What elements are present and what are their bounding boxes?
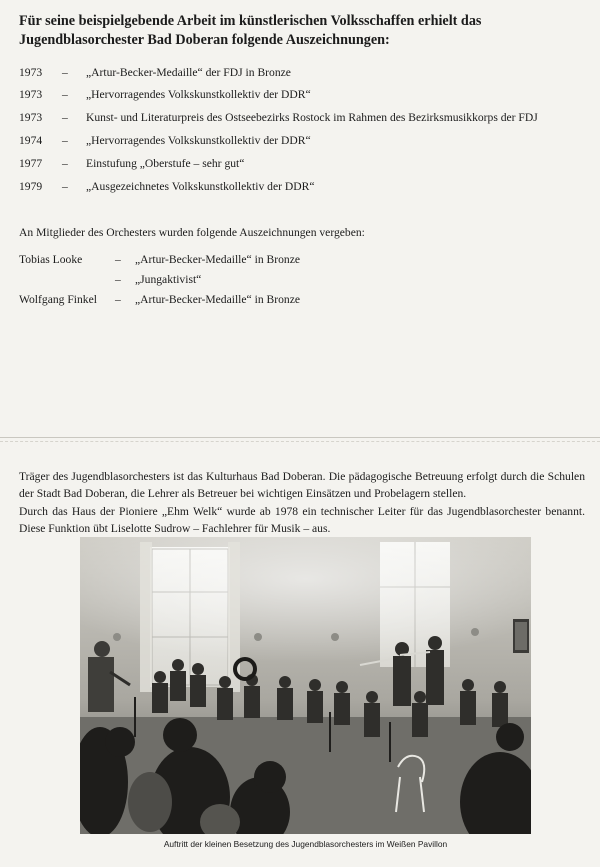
- award-text: „Ausgezeichnetes Volkskunstkollektiv der DDR“: [86, 180, 315, 193]
- award-text: Einstufung „Oberstufe – sehr gut“: [86, 157, 245, 170]
- award-dash: –: [62, 88, 68, 101]
- award-year: 1977: [19, 157, 43, 170]
- award-year: 1973: [19, 88, 43, 101]
- award-year: 1974: [19, 134, 43, 147]
- award-dash: –: [62, 157, 68, 170]
- paragraph-sponsor: Träger des Jugendblasorchesters ist das Kulturhaus Bad Doberan. Die pädagogische Betreuung erfolgt durch die Schulen der Stadt Bad Doberan, die Lehrer als Betreuer bei wichtigen Einsätzen und Probelagern stellen.: [19, 470, 585, 500]
- photo-caption: Auftritt der kleinen Besetzung des Jugendblasorchesters im Weißen Pavillon: [163, 839, 448, 849]
- member-dash: –: [115, 253, 121, 266]
- award-year: 1973: [19, 111, 43, 124]
- award-dash: –: [62, 134, 68, 147]
- award-dash: –: [62, 66, 68, 79]
- member-dash: –: [115, 273, 121, 286]
- member-award: „Jungaktivist“: [135, 273, 202, 286]
- award-text: „Hervorragendes Volkskunstkollektiv der DDR“: [86, 88, 311, 101]
- page-divider: [0, 437, 600, 438]
- award-text: Kunst- und Literaturpreis des Ostseebezirks Rostock im Rahmen des Bezirksmusikkorps der FDJ: [86, 111, 538, 124]
- award-text: „Artur-Becker-Medaille“ der FDJ in Bronze: [86, 66, 291, 79]
- member-name: Tobias Looke: [19, 253, 83, 266]
- award-text: „Hervorragendes Volkskunstkollektiv der DDR“: [86, 134, 311, 147]
- member-dash: –: [115, 293, 121, 306]
- award-dash: –: [62, 111, 68, 124]
- paragraph-leader: Durch das Haus der Pioniere „Ehm Welk“ wurde ab 1978 ein technischer Leiter für das Jugendblasorchester benannt. Diese Funktion übt Liselotte Sudrow – Fachlehrer für Musik – aus.: [19, 505, 585, 535]
- award-year: 1979: [19, 180, 43, 193]
- page-divider-shadow: [0, 441, 600, 442]
- member-award: „Artur-Becker-Medaille“ in Bronze: [135, 253, 300, 266]
- award-dash: –: [62, 180, 68, 193]
- member-award: „Artur-Becker-Medaille“ in Bronze: [135, 293, 300, 306]
- member-name: Wolfgang Finkel: [19, 293, 97, 306]
- members-intro: An Mitglieder des Orchesters wurden folgende Auszeichnungen vergeben:: [19, 226, 365, 239]
- page-heading: Für seine beispielgebende Arbeit im künstlerischen Volksschaffen erhielt das Jugendblasorchester Bad Doberan folgende Auszeichnungen:: [19, 13, 482, 48]
- orchestra-photo: [80, 537, 531, 834]
- award-year: 1973: [19, 66, 43, 79]
